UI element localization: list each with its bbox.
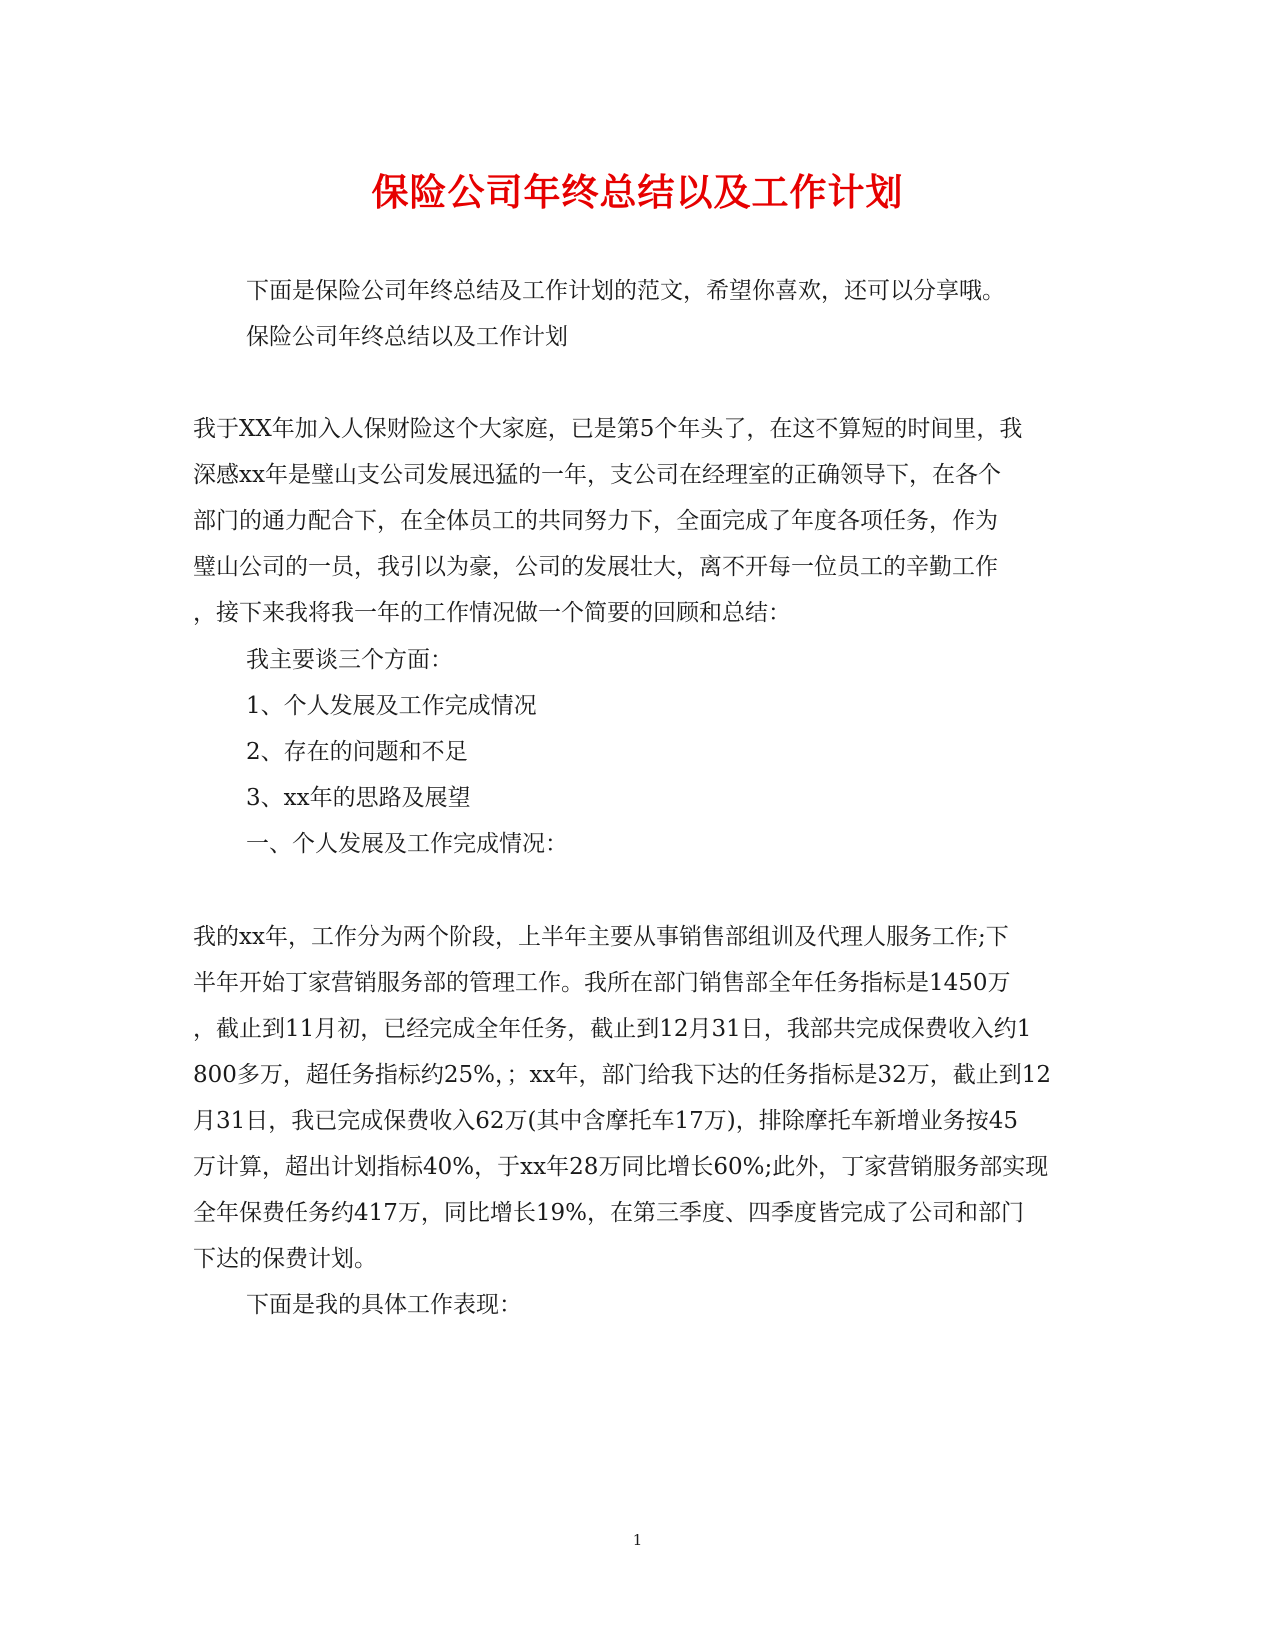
paragraph2-line: 半年开始丁家营销服务部的管理工作。我所在部门销售部全年任务指标是1450万 (193, 970, 1011, 996)
paragraph2-line: 我的xx年，工作分为两个阶段，上半年主要从事销售部组训及代理人服务工作;下 (193, 924, 1009, 950)
page-number: 1 (632, 1531, 643, 1549)
aspect-item: 3、xx年的思路及展望 (246, 785, 471, 811)
paragraph1-line: 璧山公司的一员，我引以为豪，公司的发展壮大，离不开每一位员工的辛勤工作 (193, 554, 998, 580)
paragraph2-line: 全年保费任务约417万，同比增长19%，在第三季度、四季度皆完成了公司和部门 (193, 1200, 1025, 1226)
aspects-intro: 我主要谈三个方面： (246, 647, 453, 673)
paragraph2-line: 800多万，超任务指标约25%，；xx年，部门给我下达的任务指标是32万，截止到12 (193, 1062, 1051, 1088)
subtitle-text: 保险公司年终总结以及工作计划 (246, 324, 568, 350)
paragraph2-line: ，截止到11月初，已经完成全年任务，截止到12月31日，我部共完成保费收入约1 (193, 1016, 1032, 1042)
closing-text: 下面是我的具体工作表现： (246, 1292, 522, 1318)
paragraph1-line: 部门的通力配合下，在全体员工的共同努力下，全面完成了年度各项任务，作为 (193, 508, 998, 534)
section1-heading: 一、个人发展及工作完成情况： (246, 831, 568, 857)
paragraph1-line: ，接下来我将我一年的工作情况做一个简要的回顾和总结： (193, 600, 791, 626)
paragraph1-line: 深感xx年是璧山支公司发展迅猛的一年，支公司在经理室的正确领导下，在各个 (193, 462, 1001, 488)
aspect-item: 2、存在的问题和不足 (246, 739, 468, 765)
intro-text: 下面是保险公司年终总结及工作计划的范文，希望你喜欢，还可以分享哦。 (246, 278, 1005, 304)
document-title: 保险公司年终总结以及工作计划 (371, 170, 904, 214)
paragraph2-line: 下达的保费计划。 (193, 1246, 377, 1272)
aspect-item: 1、个人发展及工作完成情况 (246, 693, 537, 719)
paragraph2-line: 万计算，超出计划指标40%，于xx年28万同比增长60%;此外，丁家营销服务部实现 (193, 1154, 1049, 1180)
paragraph1-line: 我于XX年加入人保财险这个大家庭，已是第5个年头了，在这不算短的时间里，我 (193, 416, 1023, 442)
paragraph2-line: 月31日，我已完成保费收入62万(其中含摩托车17万)，排除摩托车新增业务按45 (193, 1108, 1019, 1134)
